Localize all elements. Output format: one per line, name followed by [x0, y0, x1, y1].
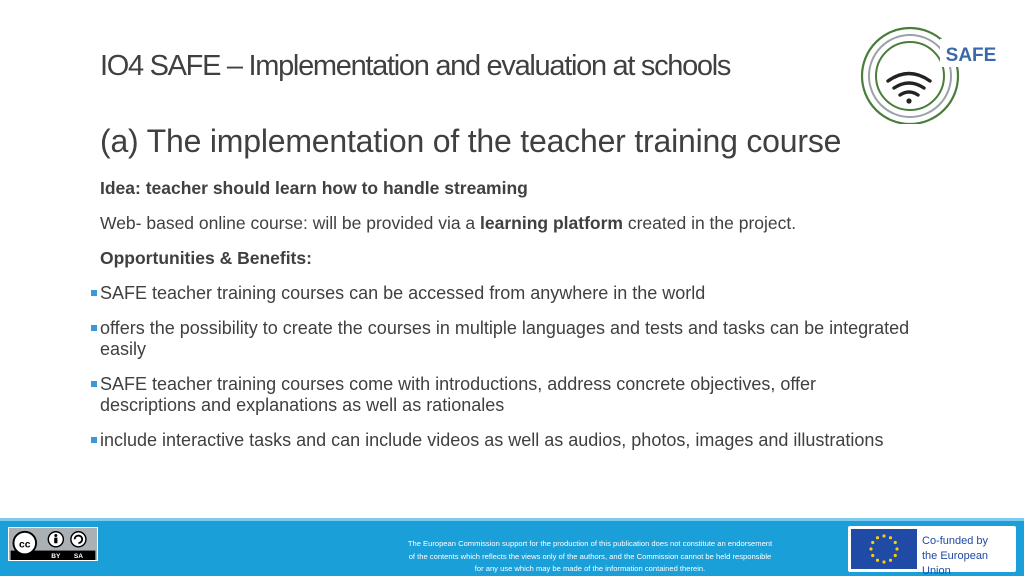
- eu-text-line2: the European Union: [922, 550, 989, 577]
- footer-border: [0, 518, 1024, 521]
- eu-flag-icon: [851, 529, 917, 569]
- list-item-text: SAFE teacher training courses come with introductions, address concrete objectives, offer descriptions and explanations as well as rationales: [100, 374, 817, 415]
- bullet-square-icon: [91, 290, 97, 296]
- bullet-square-icon: [91, 437, 97, 443]
- web-course-text: [100, 213, 796, 234]
- web-course-text-before: Web- based online course: will be provided via a: [100, 213, 481, 233]
- eu-cofunded-text: [922, 534, 1016, 579]
- disclaimer-line: of the contents which reflects the views only of the authors, and the Commission cannot be held responsible: [408, 551, 772, 561]
- web-course-text-after: created in the project.: [622, 213, 797, 233]
- logo-ring-middle: [869, 35, 951, 117]
- creative-commons-icon: [13, 532, 36, 555]
- wifi-icon: [888, 74, 930, 104]
- eu-star-icon: [894, 541, 897, 544]
- list-item: [91, 374, 911, 416]
- eu-star-icon: [882, 534, 885, 537]
- eu-star-icon: [876, 559, 879, 562]
- benefits-list: [91, 283, 911, 465]
- bullet-square-icon: [91, 381, 97, 387]
- slide-title: IO4 SAFE – Implementation and evaluation at schools: [100, 50, 731, 82]
- opportunities-heading: Opportunities & Benefits:: [100, 248, 312, 268]
- eu-star-icon: [876, 536, 879, 539]
- list-item-text: SAFE teacher training courses can be accessed from anywhere in the world: [100, 283, 706, 303]
- list-item-text: include interactive tasks and can include videos as well as audios, photos, images and illustrations: [100, 430, 884, 450]
- attribution-icon: [48, 532, 63, 547]
- list-item: [91, 430, 911, 451]
- eu-cofunded-badge: [848, 526, 1016, 577]
- eu-star-icon: [871, 541, 874, 544]
- logo-text: SAFE: [945, 45, 997, 66]
- license-sa: SA: [73, 553, 83, 561]
- eu-star-icon: [869, 547, 872, 550]
- slide-subtitle: (a) The implementation of the teacher training course: [100, 123, 842, 159]
- creative-commons-badge[interactable]: [8, 527, 98, 561]
- disclaimer-line: for any use which may be made of the information contained therein.: [474, 564, 706, 574]
- eu-star-icon: [895, 547, 898, 550]
- eu-disclaimer: [355, 538, 825, 576]
- idea-text: Idea: teacher should learn how to handle streaming: [100, 178, 528, 198]
- share-alike-icon: [71, 532, 86, 547]
- eu-star-icon: [871, 554, 874, 557]
- eu-text-line1: Co-funded by: [922, 535, 989, 547]
- eu-star-icon: [889, 559, 892, 562]
- disclaimer-line: The European Commission support for the production of this publication does not constitute an endorsement: [407, 539, 773, 548]
- list-item: [91, 318, 911, 360]
- list-item: [91, 283, 911, 304]
- eu-star-icon: [882, 560, 885, 563]
- safe-logo: [858, 24, 1008, 124]
- eu-star-icon: [889, 536, 892, 539]
- eu-star-icon: [894, 554, 897, 557]
- list-item-text: offers the possibility to create the courses in multiple languages and tests and tasks can be integrated easily: [100, 318, 910, 359]
- web-course-text-bold: learning platform: [480, 213, 623, 233]
- svg-text:cc: cc: [19, 539, 31, 551]
- bullet-square-icon: [91, 325, 97, 331]
- license-by: BY: [51, 553, 61, 561]
